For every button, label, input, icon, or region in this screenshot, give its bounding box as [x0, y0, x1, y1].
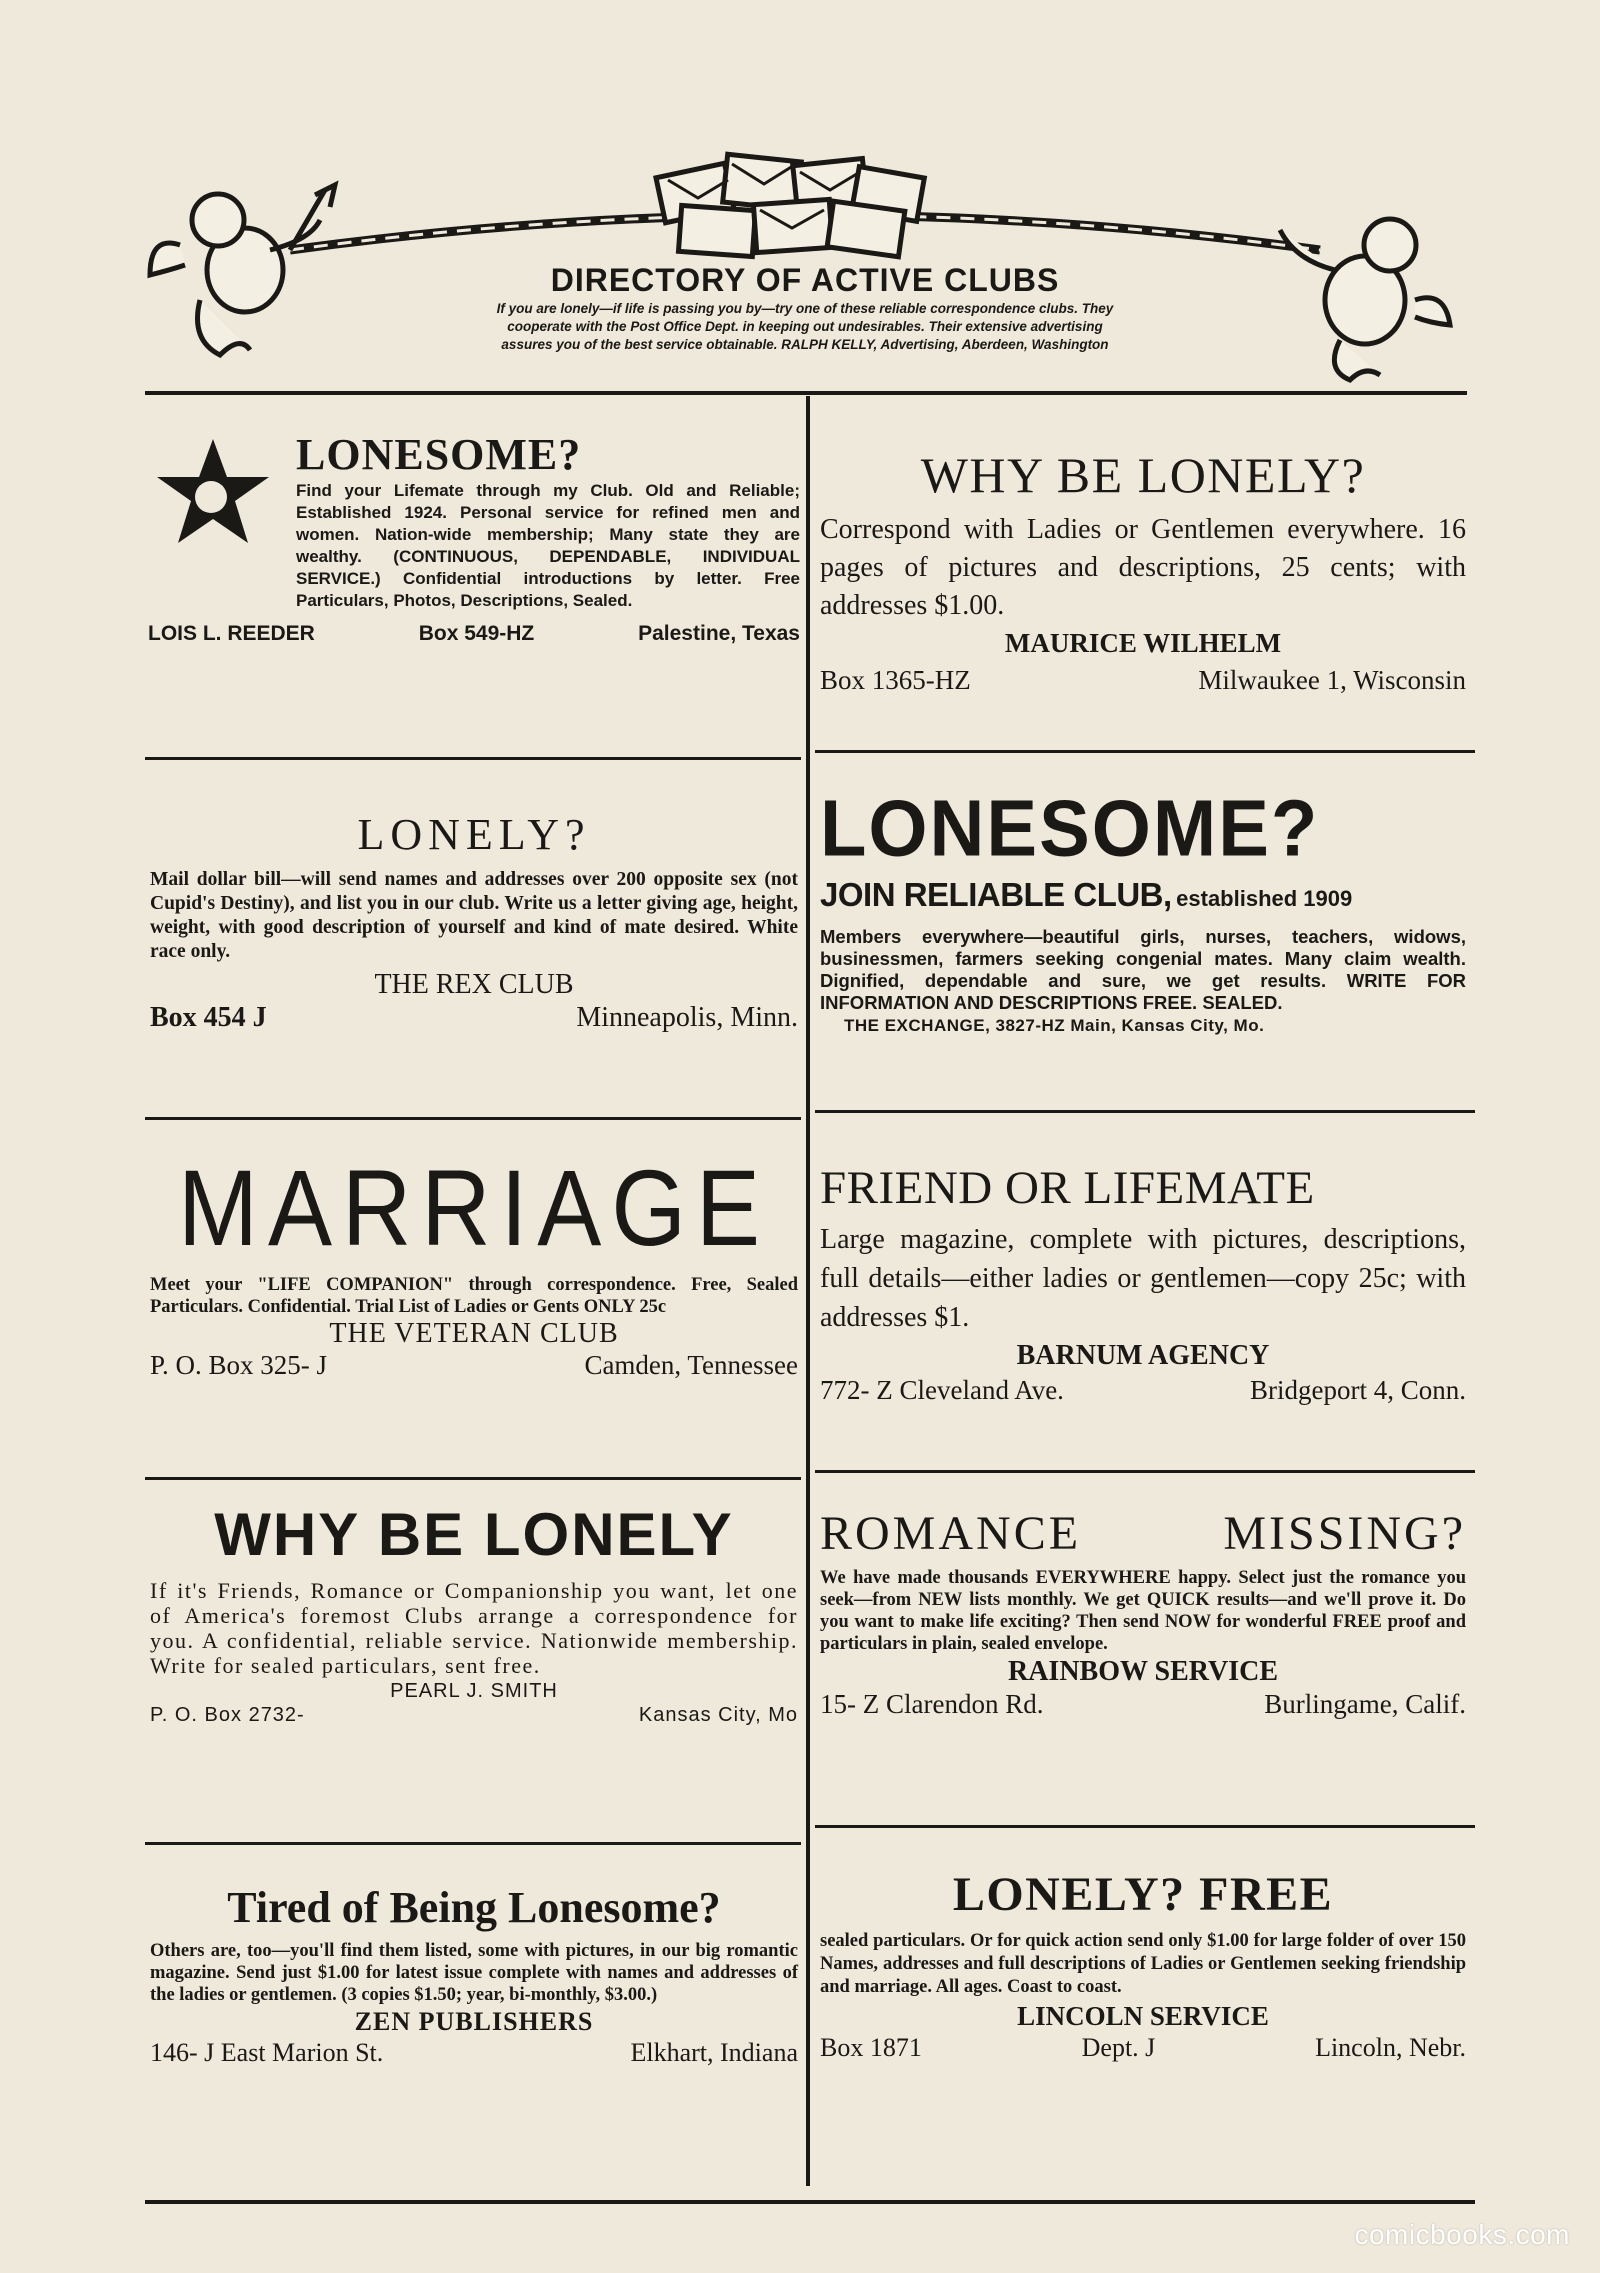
ad-box: Box 1871	[820, 2033, 922, 2062]
source-watermark: comicbooks.com	[1354, 2219, 1570, 2250]
ad-box: 772- Z Cleveland Ave.	[820, 1375, 1064, 1405]
ad-headline-a: ROMANCE	[820, 1507, 1082, 1560]
ad-name: LINCOLN SERVICE	[1017, 2001, 1269, 2031]
ad-city: Palestine, Texas	[638, 622, 800, 645]
ad-name: BARNUM AGENCY	[1016, 1340, 1270, 1371]
ad-headline: LONELY?	[357, 810, 591, 859]
ad-city: Milwaukee 1, Wisconsin	[1198, 665, 1466, 695]
ad-city: Camden, Tennessee	[584, 1350, 798, 1380]
ad-headline-b: MISSING?	[1223, 1507, 1466, 1560]
ad-city: Minneapolis, Minn.	[576, 1002, 798, 1033]
ad-headline: Tired of Being Lonesome?	[227, 1883, 721, 1932]
divider	[145, 757, 801, 760]
ad-headline: LONESOME?	[820, 783, 1320, 874]
ad-dept: Dept. J	[1081, 2033, 1156, 2062]
ad-box: 146- J East Marion St.	[150, 2038, 384, 2067]
ad-name: LOIS L. REEDER	[148, 622, 315, 645]
ad-lincoln-service	[820, 1866, 1466, 2063]
ad-address	[820, 1375, 1466, 1406]
ad-box: Box 1365-HZ	[820, 665, 971, 695]
ad-headline	[820, 1505, 1466, 1563]
ad-city: Bridgeport 4, Conn.	[1250, 1375, 1466, 1405]
ad-pearl-smith	[150, 1500, 798, 1727]
ad-zen-publishers	[150, 1882, 798, 2068]
divider	[815, 1825, 1475, 1828]
ad-address	[820, 1689, 1466, 1720]
ad-box: 15- Z Clarendon Rd.	[820, 1689, 1044, 1719]
divider	[815, 1110, 1475, 1113]
ad-headline: WHY BE LONELY?	[920, 447, 1366, 503]
ad-name: ZEN PUBLISHERS	[354, 2007, 594, 2036]
ad-name: RAINBOW SERVICE	[1007, 1656, 1278, 1687]
ad-body: Others are, too—you'll find them listed, some with pictures, in our big romantic magazine. Send just $1.00 for latest issue complete with names and addresses of the ladies or gentlemen. (3 copies $1.50; year, bi-monthly, $3.00.)	[150, 1941, 798, 2005]
ad-headline: LONESOME?	[296, 430, 582, 479]
ad-veteran-club	[150, 1150, 798, 1381]
divider	[815, 750, 1475, 753]
column-divider	[806, 396, 810, 2186]
star-icon	[153, 435, 273, 555]
ad-subhead-main: JOIN RELIABLE CLUB,	[820, 876, 1172, 913]
ad-body: Find your Lifemate through my Club. Old and Reliable; Established 1924. Personal service for refined men and women. Nation-wide membership; Many state they are wealthy. (CONTINUOUS, DEPENDABLE, INDIVIDUAL SERVICE.) Confidential introductions by letter. Free Particulars, Photos, Descriptions, Sealed.	[296, 481, 800, 610]
ad-box: Box 454 J	[150, 1002, 267, 1033]
ad-box: Box 549-HZ	[418, 622, 535, 645]
ad-body: Mail dollar bill—will send names and addresses over 200 opposite sex (not Cupid's Destiny), and list you in our club. Write us a letter giving age, height, weight, with good description of yourself and kind of mate desired. White race only.	[150, 869, 798, 962]
divider	[145, 1842, 801, 1845]
ad-box: P. O. Box 325- J	[150, 1350, 328, 1380]
directory-intro: If you are lonely—if life is passing you by—try one of these reliable correspondence clubs. They cooperate with the Post Office Dept. in keeping out undesirables. Their extensive advertising assures you of the best service obtainable. RALPH KELLY, Advertising, Aberdeen, Washington	[496, 301, 1114, 352]
divider	[815, 1470, 1475, 1473]
ad-rainbow-service	[820, 1505, 1466, 1720]
ad-body: We have made thousands EVERYWHERE happy. Select just the romance you seek—from NEW lists monthly. We get QUICK results—and we'll prove it. Do you want to make life exciting? Then send NOW for wonderful FREE proof and particulars in plain, sealed envelope.	[820, 1568, 1466, 1654]
ad-rex-club	[150, 808, 798, 1034]
ad-headline: FRIEND OR LIFEMATE	[820, 1162, 1315, 1214]
ad-city: Elkhart, Indiana	[630, 2038, 798, 2067]
ad-address	[150, 2038, 798, 2068]
ad-city: Burlingame, Calif.	[1264, 1689, 1466, 1719]
ad-name: THE VETERAN CLUB	[329, 1318, 619, 1349]
ad-body: Correspond with Ladies or Gentlemen everywhere. 16 pages of pictures and descriptions, 25 cents; with addresses $1.00.	[820, 514, 1466, 621]
bottom-rule	[145, 2200, 1475, 2204]
ad-body: Large magazine, complete with pictures, descriptions, full details—either ladies or gentlemen—copy 25c; with addresses $1.	[820, 1224, 1466, 1333]
header-rule	[145, 391, 1467, 395]
ad-body: Meet your "LIFE COMPANION" through correspondence. Free, Sealed Particulars. Confidential. Trial List of Ladies or Gents ONLY 25c	[150, 1275, 798, 1317]
ad-address	[150, 1704, 798, 1727]
right-cupid	[1280, 219, 1450, 380]
ad-name: MAURICE WILHELM	[1004, 628, 1282, 658]
ad-box: P. O. Box 2732-	[150, 1704, 305, 1726]
ad-body: sealed particulars. Or for quick action send only $1.00 for large folder of over 150 Names, addresses and full descriptions of Ladies or Gentlemen seeking friendship and marriage. All ages. Coast to coast.	[820, 1931, 1466, 1997]
ad-body: If it's Friends, Romance or Companionship you want, let one of America's foremost Clubs arrange a correspondence for you. A confidential, reliable service. Nationwide membership. Write for sealed particulars, sent free.	[150, 1578, 798, 1678]
ad-name: THE REX CLUB	[374, 969, 574, 1000]
divider	[145, 1117, 801, 1120]
ad-address	[820, 665, 1466, 696]
directory-header	[140, 150, 1470, 390]
ad-headline: LONELY? FREE	[952, 1868, 1334, 1921]
ad-address	[820, 2033, 1466, 2063]
ad-headline: WHY BE LONELY	[214, 1501, 734, 1568]
ad-city: Lincoln, Nebr.	[1315, 2033, 1466, 2062]
ad-the-exchange	[820, 785, 1466, 1038]
ad-address	[150, 1350, 798, 1381]
ad-barnum-agency	[820, 1160, 1466, 1406]
ad-subhead-established: established 1909	[1176, 886, 1353, 911]
divider	[145, 1477, 801, 1480]
ad-body: Members everywhere—beautiful girls, nurses, teachers, widows, businessmen, farmers seeking congenial mates. Many claim wealth. Dignified, dependable and sure, we get results. WRITE FOR INFORMATION AND DESCRIPTIONS FREE. SEALED.	[820, 926, 1466, 1013]
ad-city: Kansas City, Mo	[638, 1704, 798, 1726]
ad-address	[148, 622, 800, 646]
ad-headline: MARRIAGE	[177, 1148, 771, 1269]
ad-address	[150, 1002, 798, 1034]
ad-address: THE EXCHANGE, 3827-HZ Main, Kansas City, Mo.	[844, 1016, 1265, 1035]
ad-reeder	[148, 430, 800, 646]
ad-name: PEARL J. SMITH	[390, 1680, 558, 1702]
ad-wilhelm	[820, 445, 1466, 696]
directory-title: DIRECTORY OF ACTIVE CLUBS	[550, 262, 1060, 298]
ad-subhead	[820, 875, 1466, 922]
